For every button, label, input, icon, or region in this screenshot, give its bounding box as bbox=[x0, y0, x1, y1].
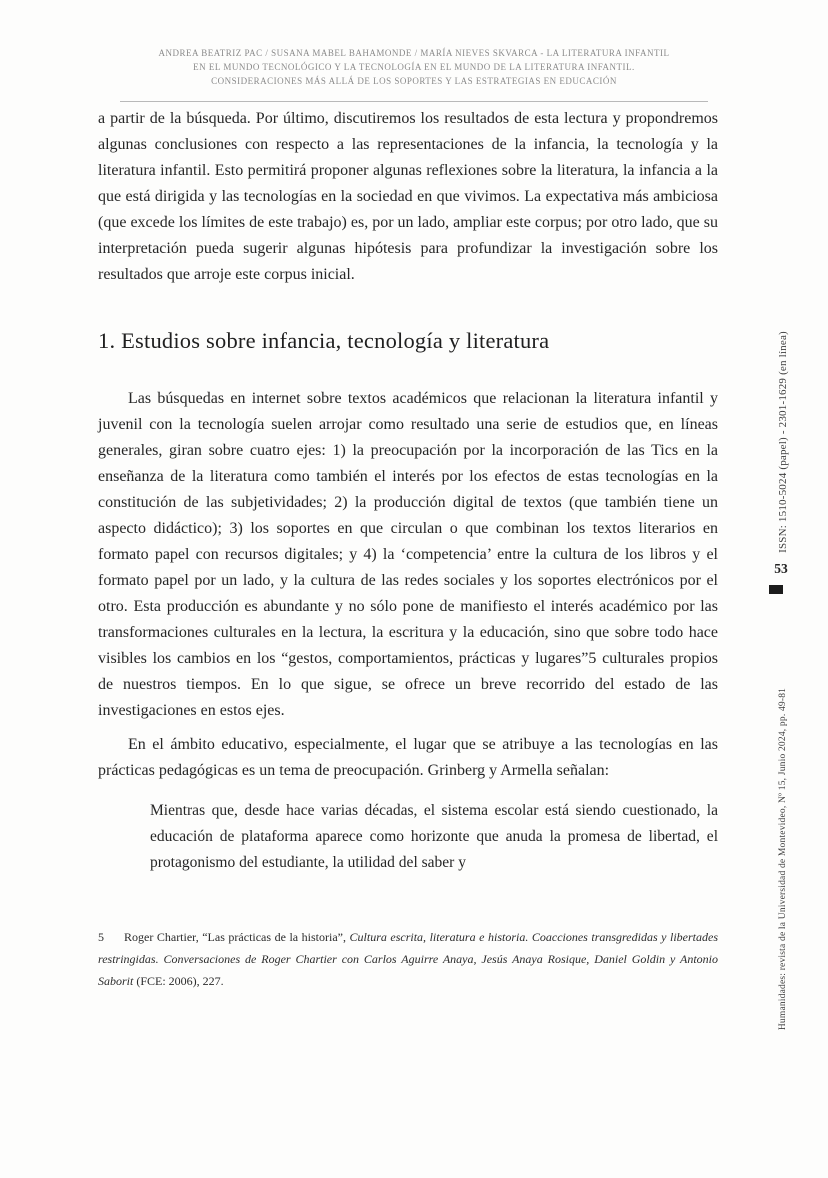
running-header bbox=[104, 46, 724, 88]
running-header-line-1: ANDREA BEATRIZ PAC / SUSANA MABEL BAHAMONDE / MARÍA NIEVES SKVARCA - LA LITERATURA INFANTIL bbox=[158, 48, 670, 58]
paragraph-ejes: Las búsquedas en internet sobre textos académicos que relacionan la literatura infantil y juvenil con la tecnología suelen arrojar como resultado una serie de estudios que, en líneas generales, giran sobre cuatro ejes: 1) la preocupación por la incorporación de las Tics en la enseñanza de la literatura como también el interés por los efectos de estas tecnologías en la constitución de las subjetividades; 2) la producción digital de textos (que también tiene un aspecto didáctico); 3) los soportes en que circulan o que combinan los textos literarios en formato papel con recursos digitales; y 4) la ‘competencia’ entre la cultura de los libros y el formato papel por un lado, y la cultura de las redes sociales y los soportes electrónicos por el otro. Esta producción es abundante y no sólo pone de manifiesto el interés académico por las transformaciones culturales en la lectura, la escritura y la educación, sino que sobre todo hace visibles los cambios en los “gestos, comportamientos, prácticas y lugares”5 culturales propios de nuestros tiempos. En lo que sigue, se ofrece un breve recorrido del estado de las investigaciones en estos ejes. bbox=[98, 390, 718, 719]
running-header-line-2: EN EL MUNDO TECNOLÓGICO Y LA TECNOLOGÍA EN EL MUNDO DE LA LITERATURA INFANTIL. bbox=[193, 62, 635, 72]
page-number: 53 bbox=[774, 561, 788, 576]
footnote-cited-title: Cultura escrita, literatura e historia. Coacciones transgredidas y libertades restringidas. Conversaciones de Roger Chartier con Carlos Aguirre Anaya, Jesús Anaya Rosique, Daniel Goldin y Antonio Saborit bbox=[98, 930, 718, 988]
section-heading: 1. Estudios sobre infancia, tecnología y literatura bbox=[98, 328, 550, 353]
page-number-marker bbox=[769, 585, 783, 594]
header-divider bbox=[120, 101, 708, 102]
block-quote: Mientras que, desde hace varias décadas, el sistema escolar está siendo cuestionado, la educación de plataforma aparece como horizonte que anuda la promesa de libertad, el protagonismo del estudiante, la utilidad del saber y bbox=[150, 802, 718, 871]
paragraph-ambito-educativo: En el ámbito educativo, especialmente, el lugar que se atribuye a las tecnologías en las prácticas pedagógicas es un tema de preocupación. Grinberg y Armella señalan: bbox=[98, 736, 718, 779]
footnote-text-roman: Roger Chartier, “Las prácticas de la historia”, bbox=[124, 930, 350, 944]
article-body bbox=[98, 106, 718, 992]
running-header-line-3: CONSIDERACIONES MÁS ALLÁ DE LOS SOPORTES Y LAS ESTRATEGIAS EN EDUCACIÓN bbox=[211, 76, 617, 86]
footnote bbox=[98, 926, 718, 992]
paragraph-intro: a partir de la búsqueda. Por último, discutiremos los resultados de esta lectura y propondremos algunas conclusiones con respecto a las representaciones de la infancia, la tecnología y la literatura infantil. Esto permitirá proponer algunas reflexiones sobre la literatura, la infancia a la que está dirigida y las tecnologías en la sociedad en que vivimos. La expectativa más ambiciosa (que excede los límites de este trabajo) es, por un lado, ampliar este corpus; por otro lado, que su interpretación pueda sugerir algunas hipótesis para profundizar la investigación sobre los resultados que arroje este corpus inicial. bbox=[98, 110, 718, 283]
footnote-text-tail: (FCE: 2006), 227. bbox=[133, 974, 224, 988]
issn-sidebar-text: ISSN: 1510-5024 (papel) - 2301-1629 (en línea) bbox=[777, 331, 789, 553]
journal-sidebar-text: Humanidades: revista de la Universidad de Montevideo, Nº 15, Junio 2024, pp. 49-81 bbox=[778, 687, 788, 1031]
footnote-number: 5 bbox=[98, 930, 104, 944]
